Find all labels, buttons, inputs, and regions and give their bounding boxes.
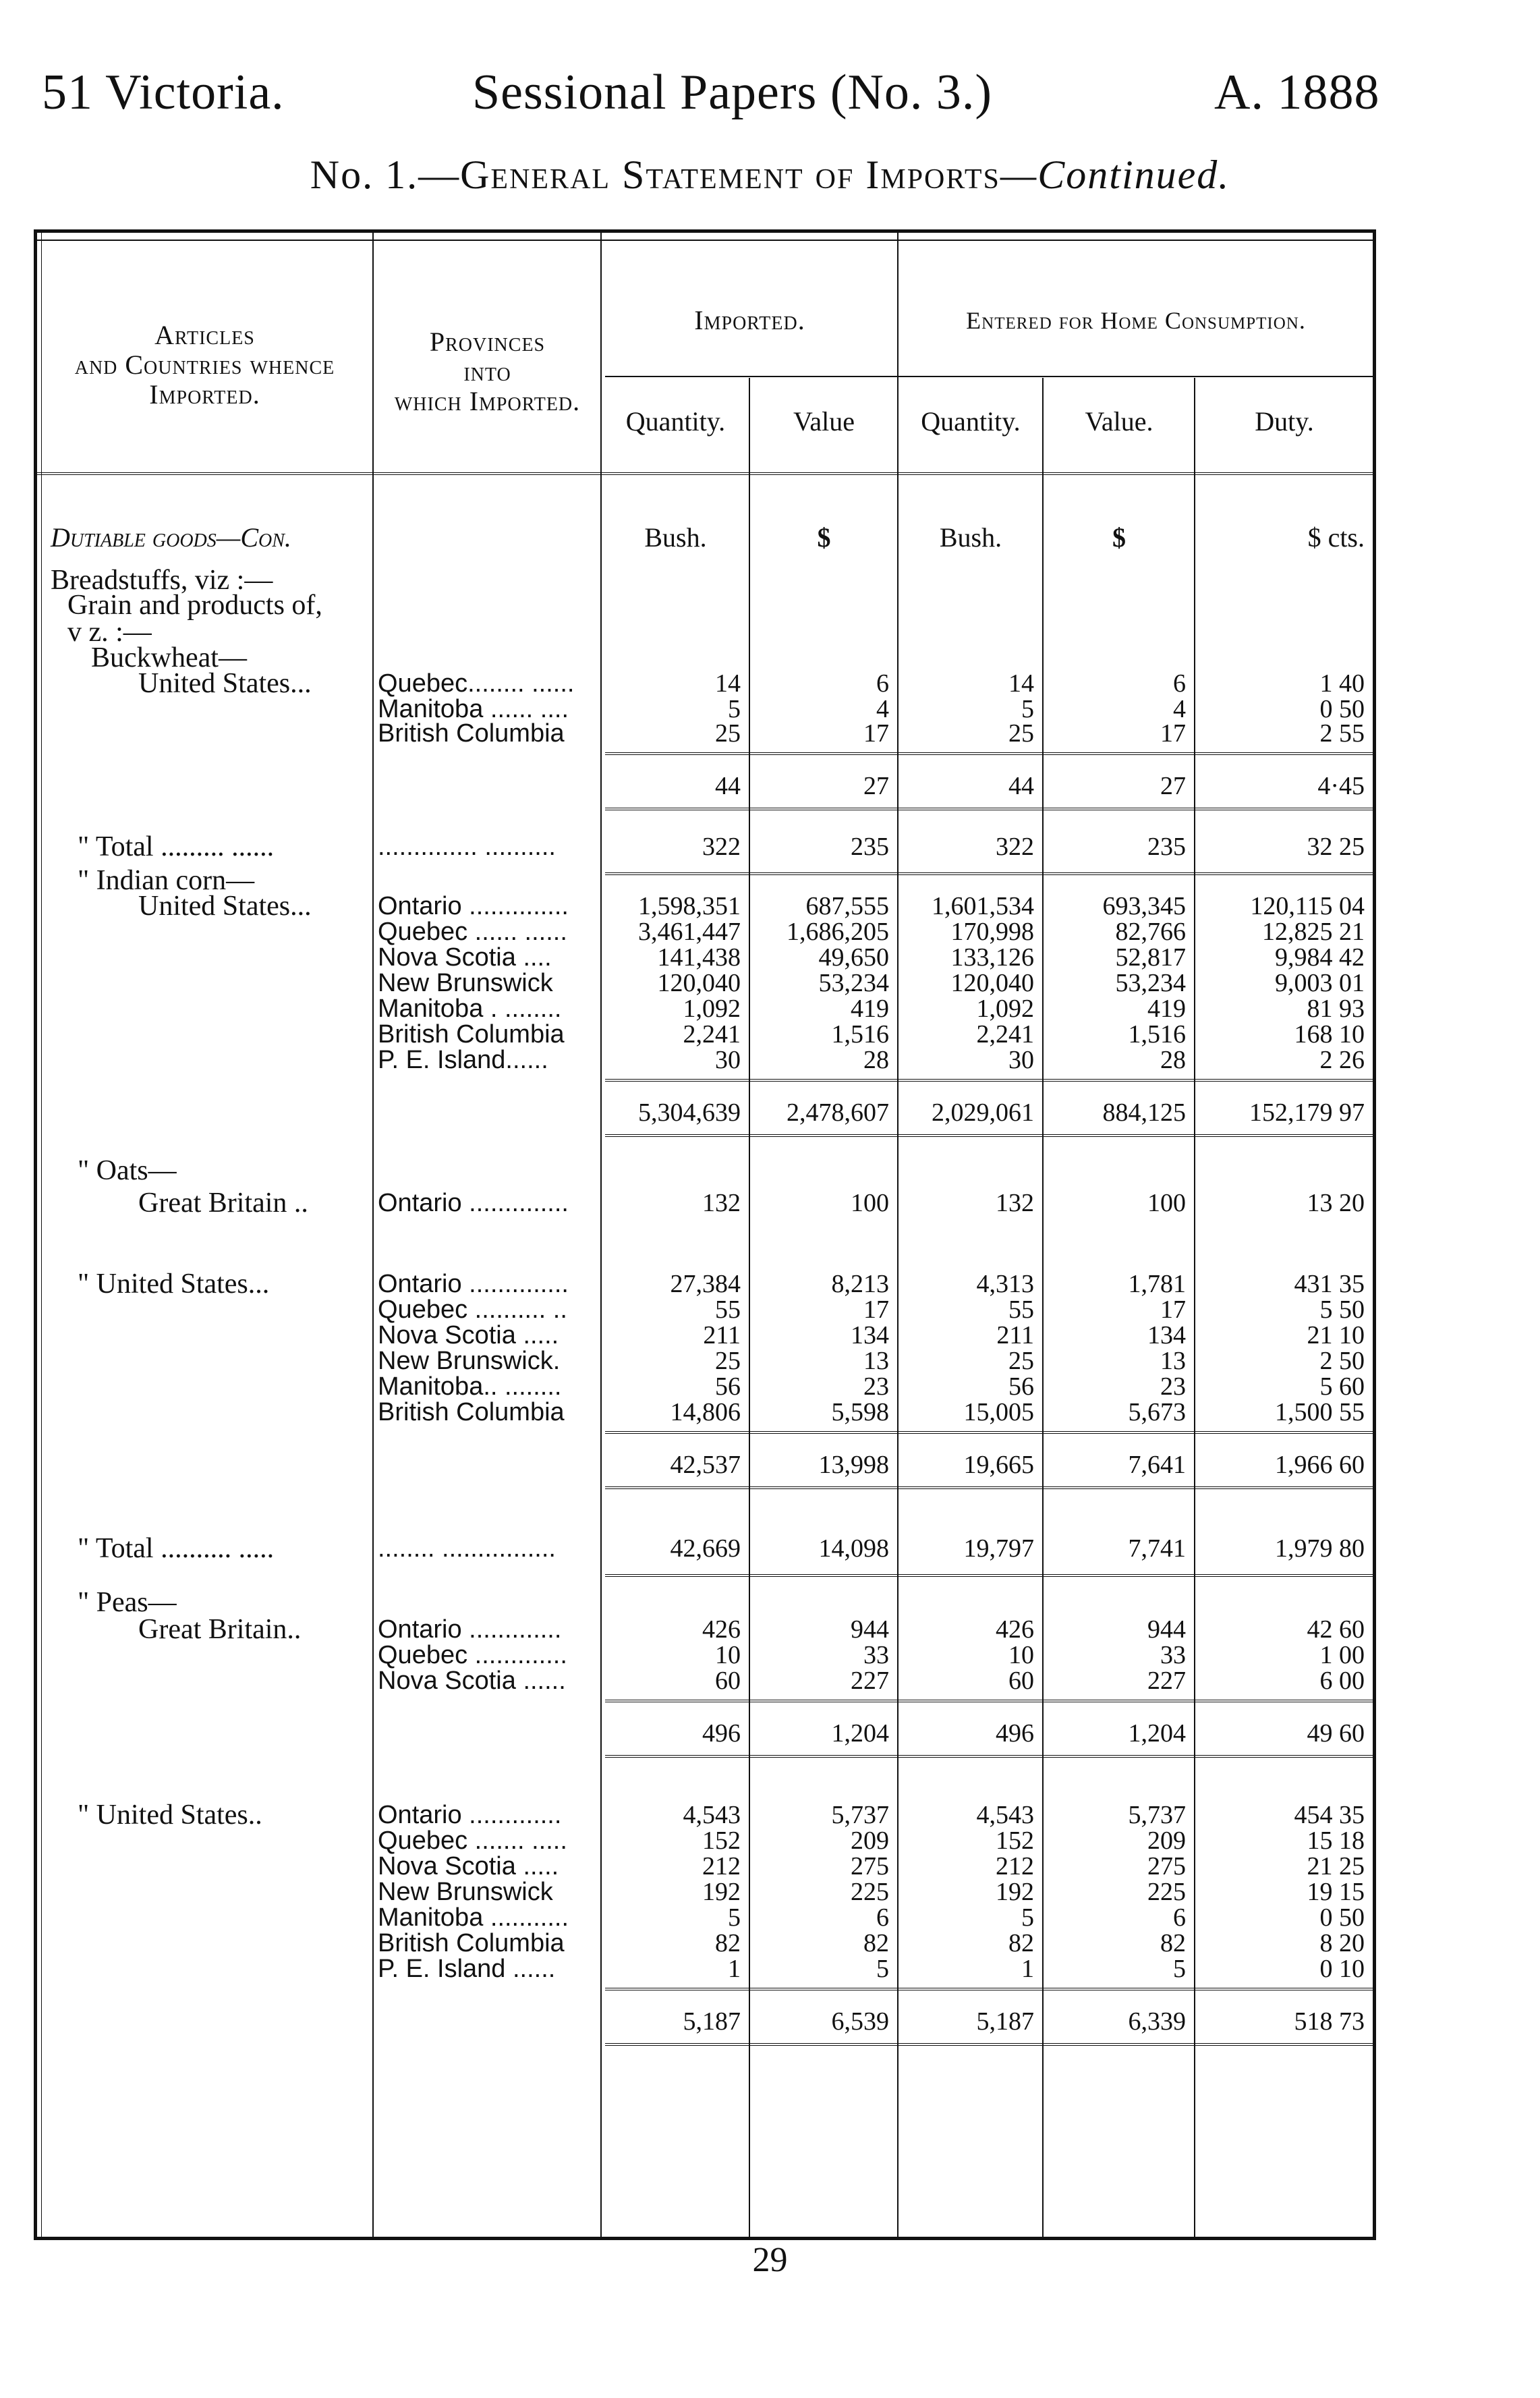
cell-d: 4·45 xyxy=(1317,772,1365,800)
cell-eq: 4,313 xyxy=(976,1270,1034,1298)
col-rule-3 xyxy=(749,378,750,2237)
cell-ev: 13 xyxy=(1160,1347,1186,1375)
cell-v: 5,737 xyxy=(831,1801,889,1829)
cell-eq: 1,092 xyxy=(976,995,1034,1023)
cell-q: 1,598,351 xyxy=(638,892,741,920)
row-label: " United States.. xyxy=(78,1800,262,1831)
cell-v: 6 xyxy=(876,669,889,698)
cell-d: 12,825 21 xyxy=(1262,918,1365,946)
cell-v: 687,555 xyxy=(805,892,889,920)
cell-q: 120,040 xyxy=(657,969,741,997)
cell-eq: 5 xyxy=(1021,1903,1034,1932)
cell-d: 431 35 xyxy=(1294,1270,1365,1298)
cell-ev: 419 xyxy=(1147,995,1186,1023)
row-province: Ontario .............. xyxy=(378,892,569,920)
col-rule-6 xyxy=(1194,378,1195,2237)
section-label: Dutiable goods—Con. xyxy=(51,522,291,553)
row-province: Manitoba.. ........ xyxy=(378,1372,562,1401)
cell-v: 27 xyxy=(863,772,889,800)
unit-entered-value: $ xyxy=(1112,522,1126,553)
cell-v: 1,516 xyxy=(831,1020,889,1049)
subtotal-rule-below xyxy=(605,1134,1373,1137)
cell-eq: 426 xyxy=(996,1615,1034,1644)
row-label: Grain and products of, xyxy=(67,590,322,621)
cell-eq: 5,187 xyxy=(976,2007,1034,2036)
col-entered-value: Value. xyxy=(1085,406,1153,437)
cell-eq: 322 xyxy=(996,833,1034,861)
cell-v: 17 xyxy=(863,719,889,748)
total-rule-below xyxy=(605,872,1373,875)
cell-v: 17 xyxy=(863,1295,889,1324)
cell-eq: 1,601,534 xyxy=(932,892,1034,920)
cell-eq: 25 xyxy=(1008,719,1034,748)
cell-ev: 5,673 xyxy=(1128,1398,1186,1426)
cell-d: 0 50 xyxy=(1319,695,1365,723)
row-province: ........ ................ xyxy=(378,1534,556,1563)
row-province: New Brunswick xyxy=(378,1878,553,1906)
cell-eq: 1 xyxy=(1021,1955,1034,1983)
cell-v: 1,204 xyxy=(831,1719,889,1748)
subtotal-rule-below xyxy=(605,808,1373,810)
cell-q: 10 xyxy=(715,1641,741,1669)
cell-v: 100 xyxy=(851,1189,889,1217)
cell-v: 235 xyxy=(851,833,889,861)
cell-ev: 17 xyxy=(1160,1295,1186,1324)
cell-ev: 4 xyxy=(1173,695,1186,723)
subtotal-rule-below xyxy=(605,1486,1373,1489)
row-label: " United States... xyxy=(78,1268,270,1300)
row-province: Ontario ............. xyxy=(378,1801,562,1829)
cell-ev: 17 xyxy=(1160,719,1186,748)
row-label: v z. :— xyxy=(67,617,152,648)
cell-d: 454 35 xyxy=(1294,1801,1365,1829)
cell-eq: 19,797 xyxy=(963,1534,1034,1563)
col-provinces: Provinces into which Imported. xyxy=(394,327,581,416)
cell-q: 14,806 xyxy=(670,1398,741,1426)
row-label: " Oats— xyxy=(78,1155,177,1186)
cell-ev: 5 xyxy=(1173,1955,1186,1983)
cell-v: 2,478,607 xyxy=(787,1098,889,1127)
subtotal-rule-above xyxy=(605,1988,1373,1990)
row-province: New Brunswick xyxy=(378,969,553,997)
header-rule-bottom xyxy=(37,472,1373,475)
col-group-entered: Entered for Home Consumption. xyxy=(966,307,1306,334)
cell-d: 0 10 xyxy=(1319,1955,1365,1983)
cell-eq: 2,029,061 xyxy=(932,1098,1034,1127)
cell-q: 192 xyxy=(702,1878,741,1906)
cell-v: 13 xyxy=(863,1347,889,1375)
row-province: Nova Scotia ...... xyxy=(378,1667,566,1695)
row-province: Manitoba ...... .... xyxy=(378,695,569,723)
cell-eq: 211 xyxy=(996,1321,1034,1349)
cell-eq: 82 xyxy=(1008,1929,1034,1957)
cell-d: 5 60 xyxy=(1319,1372,1365,1401)
cell-d: 518 73 xyxy=(1294,2007,1365,2036)
cell-q: 212 xyxy=(702,1852,741,1880)
cell-eq: 212 xyxy=(996,1852,1034,1880)
cell-eq: 44 xyxy=(1008,772,1034,800)
cell-ev: 134 xyxy=(1147,1321,1186,1349)
row-label: " Total .......... ..... xyxy=(78,1533,275,1564)
cell-d: 1,979 80 xyxy=(1275,1534,1365,1563)
unit-entered-quantity: Bush. xyxy=(939,522,1002,553)
cell-ev: 28 xyxy=(1160,1046,1186,1074)
cell-ev: 27 xyxy=(1160,772,1186,800)
cell-eq: 56 xyxy=(1008,1372,1034,1401)
cell-ev: 100 xyxy=(1147,1189,1186,1217)
cell-d: 1 40 xyxy=(1319,669,1365,698)
cell-ev: 52,817 xyxy=(1115,943,1186,972)
cell-eq: 496 xyxy=(996,1719,1034,1748)
cell-d: 8 20 xyxy=(1319,1929,1365,1957)
cell-q: 60 xyxy=(715,1667,741,1695)
cell-q: 426 xyxy=(702,1615,741,1644)
subtotal-rule-above xyxy=(605,1431,1373,1434)
subtotal-rule-above xyxy=(605,1079,1373,1082)
cell-v: 5 xyxy=(876,1955,889,1983)
cell-d: 2 50 xyxy=(1319,1347,1365,1375)
cell-q: 25 xyxy=(715,719,741,748)
cell-v: 225 xyxy=(851,1878,889,1906)
cell-ev: 275 xyxy=(1147,1852,1186,1880)
cell-v: 6,539 xyxy=(831,2007,889,2036)
row-label: " Peas— xyxy=(78,1587,177,1618)
col-rule-2 xyxy=(600,233,602,2237)
title-suffix: —Continued. xyxy=(1000,152,1230,197)
cell-d: 1 00 xyxy=(1319,1641,1365,1669)
cell-q: 211 xyxy=(703,1321,741,1349)
cell-d: 81 93 xyxy=(1307,995,1365,1023)
row-province: Quebec........ ...... xyxy=(378,669,575,698)
cell-q: 42,537 xyxy=(670,1451,741,1479)
cell-v: 23 xyxy=(863,1372,889,1401)
subtotal-rule-above xyxy=(605,752,1373,755)
row-label: " Total ......... ...... xyxy=(78,831,275,862)
cell-v: 134 xyxy=(851,1321,889,1349)
cell-q: 44 xyxy=(715,772,741,800)
cell-eq: 30 xyxy=(1008,1046,1034,1074)
cell-d: 6 00 xyxy=(1319,1667,1365,1695)
page-title xyxy=(0,152,1540,198)
cell-ev: 7,641 xyxy=(1128,1451,1186,1479)
row-province: British Columbia xyxy=(378,1398,565,1426)
cell-eq: 132 xyxy=(996,1189,1034,1217)
row-label: Great Britain.. xyxy=(138,1614,302,1645)
cell-ev: 6 xyxy=(1173,669,1186,698)
imports-table xyxy=(34,229,1376,2240)
row-province: Nova Scotia ..... xyxy=(378,1852,559,1880)
header-right: A. 1888 xyxy=(1214,65,1380,120)
cell-ev: 227 xyxy=(1147,1667,1186,1695)
cell-eq: 2,241 xyxy=(976,1020,1034,1049)
cell-ev: 82 xyxy=(1160,1929,1186,1957)
cell-eq: 25 xyxy=(1008,1347,1034,1375)
row-province: Quebec ....... ..... xyxy=(378,1827,567,1855)
group-rule xyxy=(605,376,1373,377)
page-number: 29 xyxy=(752,2241,788,2279)
cell-q: 55 xyxy=(715,1295,741,1324)
cell-ev: 7,741 xyxy=(1128,1534,1186,1563)
cell-q: 5 xyxy=(728,1903,741,1932)
row-province: Quebec ............. xyxy=(378,1641,567,1669)
cell-q: 5,187 xyxy=(683,2007,741,2036)
cell-q: 56 xyxy=(715,1372,741,1401)
cell-ev: 1,204 xyxy=(1128,1719,1186,1748)
cell-v: 33 xyxy=(863,1641,889,1669)
cell-v: 14,098 xyxy=(818,1534,889,1563)
cell-d: 1,500 55 xyxy=(1275,1398,1365,1426)
row-label: United States... xyxy=(138,668,312,699)
row-province: Ontario .............. xyxy=(378,1189,569,1217)
cell-eq: 4,543 xyxy=(976,1801,1034,1829)
cell-ev: 6,339 xyxy=(1128,2007,1186,2036)
cell-eq: 192 xyxy=(996,1878,1034,1906)
cell-v: 82 xyxy=(863,1929,889,1957)
row-label: United States... xyxy=(138,891,312,922)
cell-ev: 693,345 xyxy=(1102,892,1186,920)
cell-ev: 23 xyxy=(1160,1372,1186,1401)
cell-ev: 884,125 xyxy=(1102,1098,1186,1127)
title-prefix: No. 1.— xyxy=(310,152,461,197)
cell-d: 9,003 01 xyxy=(1275,969,1365,997)
cell-d: 15 18 xyxy=(1307,1827,1365,1855)
cell-ev: 33 xyxy=(1160,1641,1186,1669)
cell-q: 30 xyxy=(715,1046,741,1074)
row-province: .............. .......... xyxy=(378,833,556,861)
cell-d: 42 60 xyxy=(1307,1615,1365,1644)
cell-v: 227 xyxy=(851,1667,889,1695)
cell-ev: 82,766 xyxy=(1115,918,1186,946)
header-center: Sessional Papers (No. 3.) xyxy=(472,65,993,120)
cell-d: 0 50 xyxy=(1319,1903,1365,1932)
row-province: Ontario .............. xyxy=(378,1270,569,1298)
row-label: " Indian corn— xyxy=(78,865,255,896)
cell-d: 152,179 97 xyxy=(1249,1098,1365,1127)
cell-q: 3,461,447 xyxy=(638,918,741,946)
unit-value: $ xyxy=(817,522,831,553)
col-rule-5 xyxy=(1042,378,1044,2237)
cell-q: 152 xyxy=(702,1827,741,1855)
cell-v: 944 xyxy=(851,1615,889,1644)
cell-q: 322 xyxy=(702,833,741,861)
row-province: British Columbia xyxy=(378,719,565,748)
cell-eq: 60 xyxy=(1008,1667,1034,1695)
row-province: Quebec ...... ...... xyxy=(378,918,567,946)
cell-q: 5,304,639 xyxy=(638,1098,741,1127)
cell-ev: 6 xyxy=(1173,1903,1186,1932)
cell-v: 419 xyxy=(851,995,889,1023)
cell-q: 4,543 xyxy=(683,1801,741,1829)
cell-v: 8,213 xyxy=(831,1270,889,1298)
cell-eq: 10 xyxy=(1008,1641,1034,1669)
unit-quantity: Bush. xyxy=(644,522,707,553)
cell-d: 168 10 xyxy=(1294,1020,1365,1049)
cell-eq: 5 xyxy=(1021,695,1034,723)
row-province: Manitoba . ........ xyxy=(378,995,562,1023)
cell-eq: 14 xyxy=(1008,669,1034,698)
cell-q: 42,669 xyxy=(670,1534,741,1563)
cell-ev: 235 xyxy=(1147,833,1186,861)
cell-d: 1,966 60 xyxy=(1275,1451,1365,1479)
row-label: Buckwheat— xyxy=(91,642,247,673)
row-province: P. E. Island...... xyxy=(378,1046,548,1074)
cell-q: 27,384 xyxy=(670,1270,741,1298)
col-rule-4 xyxy=(897,233,899,2237)
cell-eq: 19,665 xyxy=(963,1451,1034,1479)
cell-d: 2 26 xyxy=(1319,1046,1365,1074)
cell-ev: 209 xyxy=(1147,1827,1186,1855)
subtotal-rule-below xyxy=(605,2043,1373,2046)
col-group-imported: Imported. xyxy=(694,305,805,335)
cell-v: 1,686,205 xyxy=(787,918,889,946)
col-duty: Duty. xyxy=(1255,406,1314,437)
title-main: General Statement of Imports xyxy=(460,152,1000,197)
cell-ev: 53,234 xyxy=(1115,969,1186,997)
row-province: Quebec .......... .. xyxy=(378,1295,567,1324)
cell-v: 13,998 xyxy=(818,1451,889,1479)
cell-d: 9,984 42 xyxy=(1275,943,1365,972)
subtotal-rule-above xyxy=(605,1700,1373,1702)
cell-d: 13 20 xyxy=(1307,1189,1365,1217)
cell-d: 120,115 04 xyxy=(1250,892,1365,920)
cell-q: 5 xyxy=(728,695,741,723)
header-rule-top xyxy=(37,240,1373,241)
cell-ev: 5,737 xyxy=(1128,1801,1186,1829)
total-rule-below xyxy=(605,1574,1373,1577)
cell-d: 49 60 xyxy=(1307,1719,1365,1748)
row-label: Breadstuffs, viz :— xyxy=(51,565,273,596)
row-province: Nova Scotia .... xyxy=(378,943,552,972)
cell-d: 5 50 xyxy=(1319,1295,1365,1324)
cell-eq: 55 xyxy=(1008,1295,1034,1324)
cell-eq: 133,126 xyxy=(950,943,1034,972)
cell-q: 14 xyxy=(715,669,741,698)
cell-ev: 1,781 xyxy=(1128,1270,1186,1298)
cell-eq: 152 xyxy=(996,1827,1034,1855)
row-province: Manitoba ........... xyxy=(378,1903,569,1932)
cell-v: 28 xyxy=(863,1046,889,1074)
subtotal-rule-below xyxy=(605,1755,1373,1758)
row-province: Nova Scotia ..... xyxy=(378,1321,559,1349)
cell-v: 6 xyxy=(876,1903,889,1932)
col-rule-1 xyxy=(372,233,374,2237)
cell-q: 496 xyxy=(702,1719,741,1748)
cell-eq: 170,998 xyxy=(950,918,1034,946)
cell-v: 209 xyxy=(851,1827,889,1855)
cell-q: 25 xyxy=(715,1347,741,1375)
row-province: P. E. Island ...... xyxy=(378,1955,556,1983)
row-province: Ontario ............. xyxy=(378,1615,562,1644)
cell-v: 49,650 xyxy=(818,943,889,972)
col-articles: Articles and Countries whence Imported. xyxy=(74,320,335,410)
row-label: Great Britain .. xyxy=(138,1188,308,1219)
cell-v: 5,598 xyxy=(831,1398,889,1426)
cell-q: 82 xyxy=(715,1929,741,1957)
cell-ev: 225 xyxy=(1147,1878,1186,1906)
col-value: Value xyxy=(793,406,855,437)
row-province: British Columbia xyxy=(378,1929,565,1957)
cell-q: 2,241 xyxy=(683,1020,741,1049)
header-left: 51 Victoria. xyxy=(42,65,285,120)
cell-d: 2 55 xyxy=(1319,719,1365,748)
cell-eq: 15,005 xyxy=(963,1398,1034,1426)
col-quantity: Quantity. xyxy=(625,406,726,437)
cell-d: 19 15 xyxy=(1307,1878,1365,1906)
cell-q: 141,438 xyxy=(657,943,741,972)
cell-d: 21 10 xyxy=(1307,1321,1365,1349)
cell-ev: 944 xyxy=(1147,1615,1186,1644)
cell-q: 132 xyxy=(702,1189,741,1217)
cell-q: 1 xyxy=(728,1955,741,1983)
cell-v: 53,234 xyxy=(818,969,889,997)
cell-ev: 1,516 xyxy=(1128,1020,1186,1049)
row-province: British Columbia xyxy=(378,1020,565,1049)
cell-d: 32 25 xyxy=(1307,833,1365,861)
cell-q: 1,092 xyxy=(683,995,741,1023)
col-entered-quantity: Quantity. xyxy=(921,406,1021,437)
cell-eq: 120,040 xyxy=(950,969,1034,997)
unit-duty: $ cts. xyxy=(1307,522,1365,553)
cell-v: 275 xyxy=(851,1852,889,1880)
cell-v: 4 xyxy=(876,695,889,723)
cell-d: 21 25 xyxy=(1307,1852,1365,1880)
row-province: New Brunswick. xyxy=(378,1347,561,1375)
